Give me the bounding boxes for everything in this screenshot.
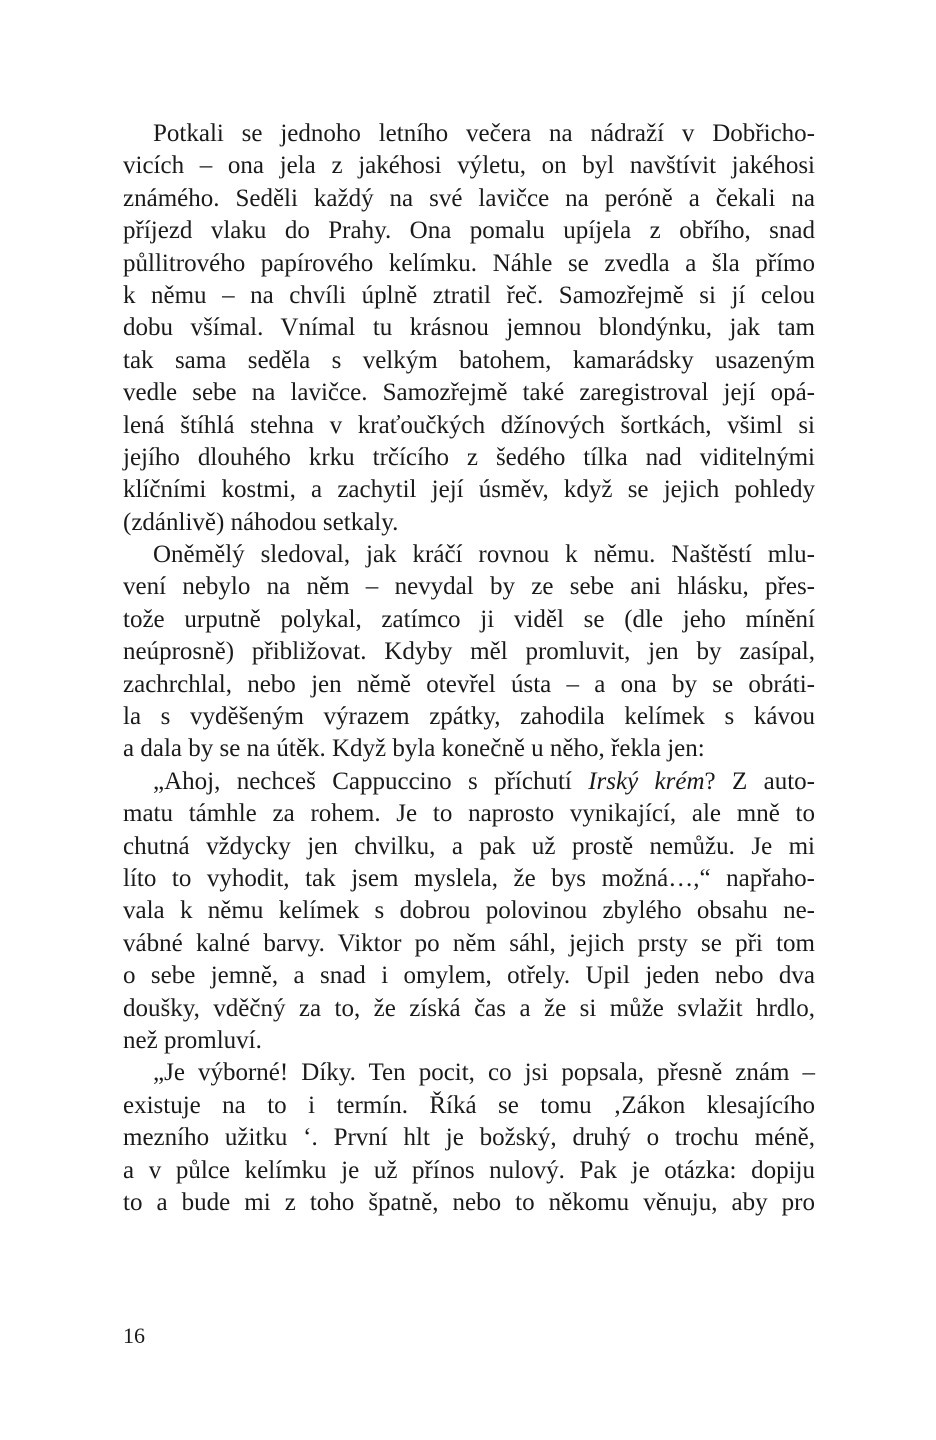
text-line: vala k němu kelímek s dobrou polovinou zbylého obsahu ne-: [123, 897, 815, 925]
text-line: neúprosně) přibližovat. Kdyby měl promluvit, jen by zasípal,: [123, 638, 815, 666]
text-line: vicích – ona jela z jakéhosi výletu, on byl navštívit jakéhosi: [123, 152, 815, 180]
text-line: la s vyděšeným výrazem zpátky, zahodila kelímek s kávou: [123, 703, 815, 731]
text-fragment: „Ahoj, nechceš Cappuccino s příchutí: [153, 767, 589, 795]
text-line: [123, 766, 815, 798]
text-line: existuje na to i termín. Říká se tomu ‚Zákon klesajícího: [123, 1091, 815, 1119]
italic-product-name: Irský krém: [588, 767, 705, 795]
text-line: tože urputně polykal, zatímco ji viděl se (dle jeho mínění: [123, 605, 815, 633]
text-line: líto to vyhodit, tak jsem myslela, že bys možná…,“ napřaho-: [123, 864, 815, 892]
text-line: a dala by se na útěk. Když byla konečně u něho, řekla jen:: [123, 735, 705, 763]
text-line: a v půlce kelímku je už přínos nulový. Pak je otázka: dopiju: [123, 1156, 815, 1184]
text-line: mezního užitku ‘. První hlt je božský, druhý o trochu méně,: [123, 1124, 815, 1152]
text-line: to a bude mi z toho špatně, nebo to někomu věnuju, aby pro: [123, 1188, 815, 1216]
text-fragment: ? Z auto-: [704, 767, 816, 795]
text-line: půllitrového papírového kelímku. Náhle se zvedla a šla přímo: [123, 249, 815, 277]
text-line: „Je výborné! Díky. Ten pocit, co jsi popsala, přesně znám –: [153, 1059, 815, 1087]
text-line: lená štíhlá stehna v kraťoučkých džínových šortkách, všiml si: [123, 411, 815, 439]
text-line: doušky, vděčný za to, že získá čas a že si může svlažit hrdlo,: [123, 994, 815, 1022]
text-line: tak sama seděla s velkým batohem, kamarádsky usazeným: [123, 346, 815, 374]
body-text: [123, 118, 815, 1219]
text-line: zachrchlal, nebo jen němě otevřel ústa – a ona by se obráti-: [123, 670, 815, 698]
text-line: k němu – na chvíli úplně ztratil řeč. Samozřejmě si jí celou: [123, 281, 815, 309]
text-line: vení nebylo na něm – nevydal by ze sebe ani hlásku, přes-: [123, 573, 815, 601]
text-line: vedle sebe na lavičce. Samozřejmě také zaregistroval její opá-: [123, 379, 815, 407]
text-line: dobu všímal. Vnímal tu krásnou jemnou blondýnku, jak tam: [123, 314, 815, 342]
text-line: chutná vždycky jen chvilku, a pak už prostě nemůžu. Je mi: [123, 832, 815, 860]
text-line: příjezd vlaku do Prahy. Ona pomalu upíjela z obřího, snad: [123, 217, 815, 245]
text-line: o sebe jemně, a snad i omylem, otřely. Upil jeden nebo dva: [123, 962, 815, 990]
text-line: (zdánlivě) náhodou setkaly.: [123, 508, 399, 536]
text-line: matu támhle za rohem. Je to naprosto vynikající, ale mně to: [123, 800, 815, 828]
text-line: než promluví.: [123, 1026, 262, 1054]
text-line: Oněmělý sledoval, jak kráčí rovnou k němu. Naštěstí mlu-: [153, 541, 815, 569]
text-line: jejího dlouhého krku trčícího z šedého tílka nad viditelnými: [123, 443, 815, 471]
page-number: 16: [123, 1323, 145, 1348]
text-line: známého. Seděli každý na své lavičce na peróně a čekali na: [123, 184, 815, 212]
text-line: klíčními kostmi, a zachytil její úsměv, když se jejich pohledy: [123, 476, 815, 504]
text-line: Potkali se jednoho letního večera na nádraží v Dobřicho-: [153, 120, 815, 147]
text-line: vábné kalné barvy. Viktor po něm sáhl, jejich prsty se při tom: [123, 929, 815, 957]
